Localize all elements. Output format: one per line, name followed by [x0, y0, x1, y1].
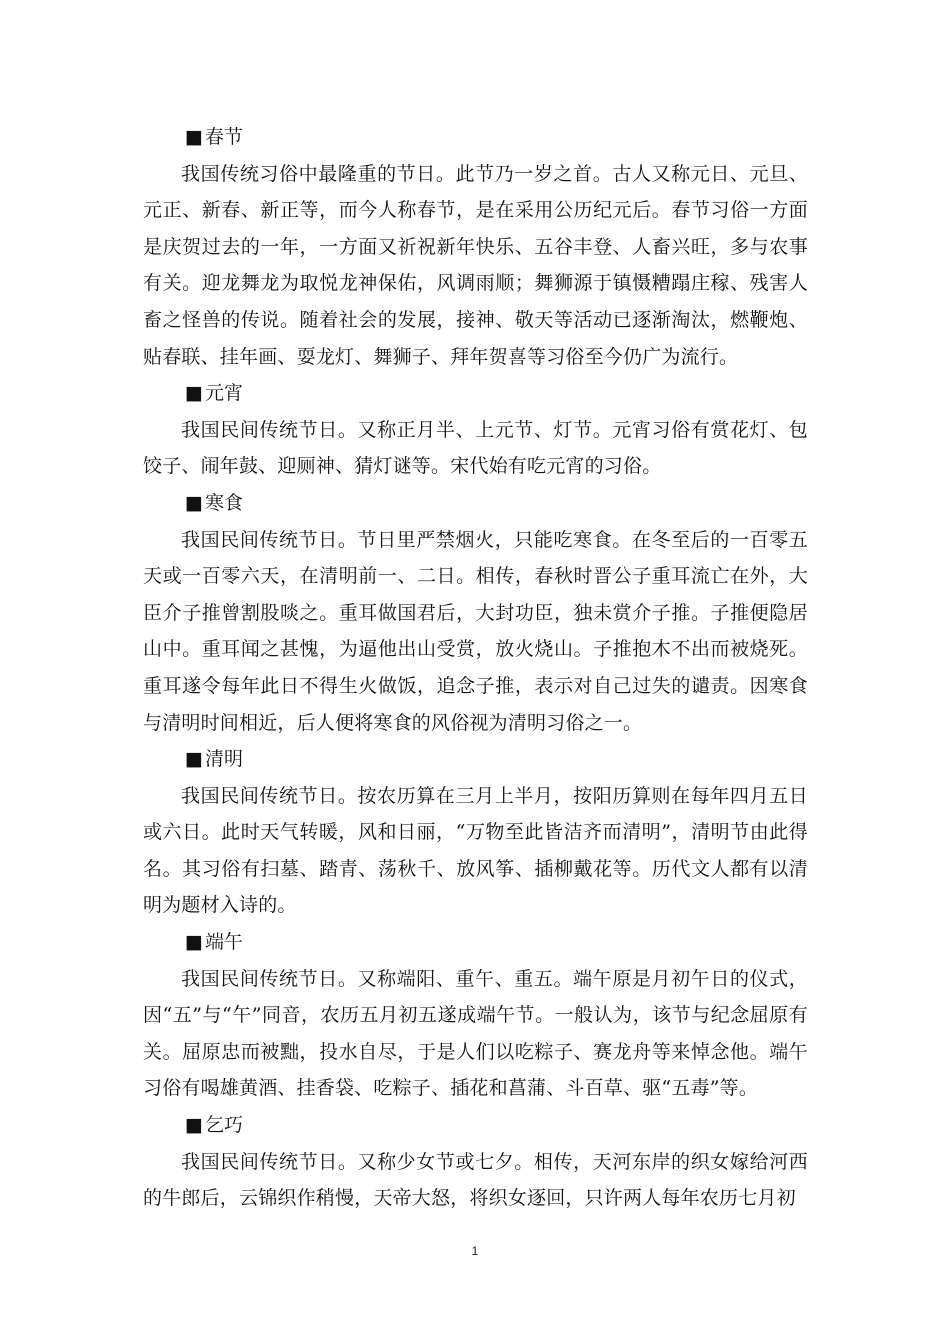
section-heading — [143, 1107, 808, 1144]
document-body — [143, 119, 808, 1217]
section-paragraph: 我国民间传统节日。又称少女节或七夕。相传，天河东岸的织女嫁给河西的牛郎后，云锦织作稍慢，天帝大怒，将织女逐回，只许两人每年农历七月初 — [143, 1150, 808, 1210]
section-heading — [143, 741, 808, 778]
section-paragraph: 我国民间传统节日。又称正月半、上元节、灯节。元宵习俗有赏花灯、包饺子、闹年鼓、迎厕神、猜灯谜等。宋代始有吃元宵的习俗。 — [143, 418, 808, 478]
page-number: 1 — [471, 1244, 479, 1258]
section-title: 清明 — [204, 748, 243, 771]
section-title: 春节 — [204, 126, 243, 148]
section-title: 端午 — [204, 931, 243, 954]
square-bullet-icon: ■ — [185, 748, 203, 771]
square-bullet-icon: ■ — [185, 931, 203, 954]
section-heading — [143, 375, 808, 412]
section-paragraph: 我国民间传统节日。按农历算在三月上半月，按阳历算则在每年四月五日或六日。此时天气转暖，风和日丽，“万物至此皆洁齐而清明”，清明节由此得名。其习俗有扫墓、踏青、荡秋千、放风筝、插柳戴花等。历代文人都有以清明为题材入诗的。 — [143, 784, 808, 917]
square-bullet-icon: ■ — [185, 382, 203, 405]
section-heading — [143, 485, 808, 522]
section-title: 乞巧 — [204, 1114, 243, 1137]
section-heading — [143, 119, 808, 156]
section-heading — [143, 924, 808, 961]
section-title: 寒食 — [204, 491, 243, 514]
section-title: 元宵 — [204, 382, 243, 405]
square-bullet-icon: ■ — [185, 126, 203, 148]
square-bullet-icon: ■ — [185, 491, 203, 514]
square-bullet-icon: ■ — [185, 1114, 203, 1137]
section-paragraph: 我国传统习俗中最隆重的节日。此节乃一岁之首。古人又称元日、元旦、元正、新春、新正等，而今人称春节，是在采用公历纪元后。春节习俗一方面是庆贺过去的一年，一方面又祈祝新年快乐、五谷丰登、人畜兴旺，多与农事有关。迎龙舞龙为取悦龙神保佑，风调雨顺；舞狮源于镇慑糟蹋庄稼、残害人畜之怪兽的传说。随着社会的发展，接神、敬天等活动已逐渐淘汰，燃鞭炮、贴春联、挂年画、耍龙灯、舞狮子、拜年贺喜等习俗至今仍广为流行。 — [143, 162, 808, 368]
section-paragraph: 我国民间传统节日。又称端阳、重午、重五。端午原是月初午日的仪式，因“五”与“午”同音，农历五月初五遂成端午节。一般认为，该节与纪念屈原有关。屈原忠而被黜，投水自尽，于是人们以吃粽子、赛龙舟等来悼念他。端午习俗有喝雄黄酒、挂香袋、吃粽子、插花和菖蒲、斗百草、驱“五毒”等。 — [143, 967, 808, 1100]
section-paragraph: 我国民间传统节日。节日里严禁烟火，只能吃寒食。在冬至后的一百零五天或一百零六天，在清明前一、二日。相传，春秋时晋公子重耳流亡在外，大臣介子推曾割股啖之。重耳做国君后，大封功臣，独未赏介子推。子推便隐居山中。重耳闻之甚愧，为逼他出山受赏，放火烧山。子推抱木不出而被烧死。重耳遂令每年此日不得生火做饭，追念子推，表示对自己过失的谴责。因寒食与清明时间相近，后人便将寒食的风俗视为清明习俗之一。 — [143, 528, 808, 734]
